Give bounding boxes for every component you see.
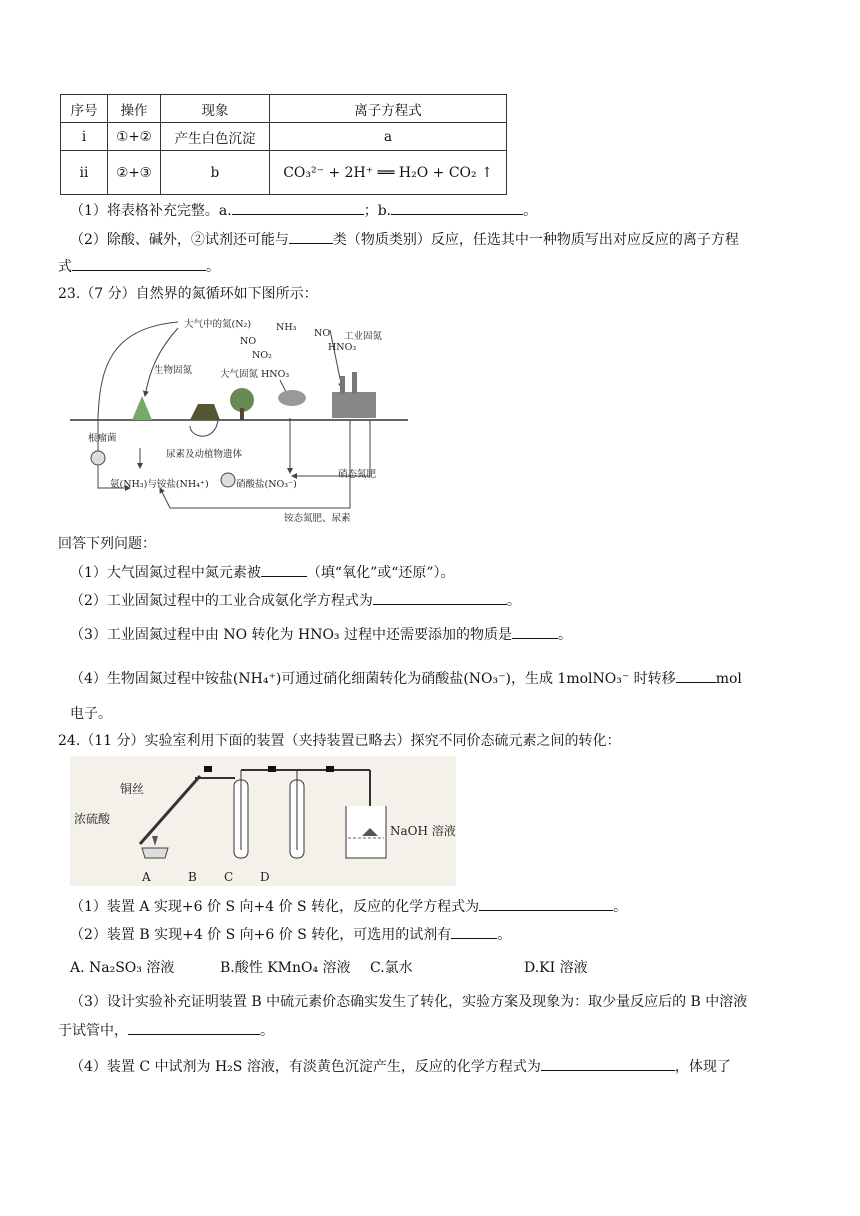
fig-label: NaOH 溶液: [390, 824, 456, 838]
cloud-icon: [278, 390, 306, 406]
option[interactable]: C.氯水: [370, 960, 413, 976]
table-header: 序号: [61, 95, 108, 123]
q22-part2-cont: 式 。: [58, 256, 220, 277]
answer-blank[interactable]: [479, 896, 613, 911]
q24-part3: （3）设计实验补充证明装置 B 中硫元素价态确实发生了转化，实验方案及现象为：取少量反应后的 B 中溶液: [70, 994, 748, 1010]
fig-label: 大气固氮 HNO₃: [220, 369, 290, 380]
fig-label: NO: [240, 336, 257, 347]
factory-icon: [340, 376, 345, 394]
table-row: [61, 151, 507, 195]
table-header: 现象: [161, 95, 270, 123]
fig-label: 生物固氮: [154, 365, 193, 376]
table-cell: a: [270, 123, 507, 151]
q23-part2: （2）工业固氮过程中的工业合成氨化学方程式为 。: [70, 590, 521, 611]
q24-part3-cont: 于试管中， 。: [58, 1020, 274, 1041]
q24-part1: （1）装置 A 实现+6 价 S 向+4 价 S 转化，反应的化学方程式为 。: [70, 896, 627, 917]
arrow: [98, 322, 178, 488]
q24-part4: （4）装置 C 中试剂为 H₂S 溶液，有淡黄色沉淀产生，反应的化学方程式为 ，体现了: [70, 1056, 731, 1077]
q22-part1: （1）将表格补充完整。a. ；b. 。: [70, 200, 537, 221]
fig-label: D: [260, 870, 270, 884]
option[interactable]: A. Na₂SO₃ 溶液: [70, 960, 175, 976]
table-row: [61, 123, 507, 151]
table-cell: 产生白色沉淀: [161, 123, 270, 151]
option[interactable]: D.KI 溶液: [524, 960, 588, 976]
bacteria-icon: [91, 451, 105, 465]
bacteria-icon: [221, 473, 235, 487]
q24-part2: （2）装置 B 实现+4 价 S 向+6 价 S 转化，可选用的试剂有 。: [70, 924, 511, 945]
fig-label: 浓硫酸: [74, 812, 111, 826]
fig-label: 工业固氮: [344, 331, 383, 342]
fig-label: HNO₃: [328, 342, 357, 353]
q23-part4-cont: 电子。: [70, 706, 112, 722]
arrow: [190, 420, 218, 436]
answer-blank[interactable]: [391, 200, 523, 215]
factory-icon: [332, 392, 376, 418]
fig-label: B: [188, 870, 197, 884]
q23-part4: （4）生物固氮过程中铵盐(NH₄⁺)可通过硝化细菌转化为硝酸盐(NO₃⁻)，生成 1molNO₃⁻ 时转移 mol: [70, 668, 742, 689]
plant-icon: [132, 396, 152, 420]
q23-part1: （1）大气固氮过程中氮元素被 （填“氧化”或“还原”）。: [70, 562, 455, 583]
fig-label: NO: [314, 328, 331, 339]
answer-blank[interactable]: [512, 624, 558, 639]
table-cell: i: [61, 123, 108, 151]
fig-label: 氨(NH₃)与铵盐(NH₄⁺): [110, 479, 209, 490]
answer-blank[interactable]: [373, 590, 507, 605]
factory-icon: [352, 372, 357, 394]
fig-label: 硝态氮肥: [338, 469, 377, 480]
q24-title: 24.（11 分）实验室利用下面的装置（夹持装置已略去）探究不同价态硫元素之间的转化：: [58, 733, 621, 749]
nitrogen-cycle-figure: [70, 308, 408, 526]
answer-blank[interactable]: [261, 562, 307, 577]
answer-blank[interactable]: [451, 924, 497, 939]
horse-icon: [190, 404, 220, 420]
answer-blank[interactable]: [128, 1020, 260, 1035]
fig-label: NH₃: [276, 322, 297, 333]
q23-intro: 回答下列问题：: [58, 536, 156, 552]
fig-label: 大气中的氮(N₂): [184, 319, 252, 330]
option[interactable]: B.酸性 KMnO₄ 溶液: [220, 960, 351, 976]
table-cell: b: [161, 151, 270, 195]
table-header: 操作: [108, 95, 161, 123]
fig-label: 铜丝: [120, 782, 145, 796]
fig-label: A: [142, 870, 151, 884]
answer-blank[interactable]: [541, 1056, 675, 1071]
apparatus-diagram: [70, 756, 456, 886]
answer-blank[interactable]: [232, 200, 364, 215]
ion-equation-table: [60, 94, 507, 195]
apparatus-figure: [70, 756, 456, 886]
burner-icon: [142, 848, 168, 858]
fig-label: NO₂: [252, 350, 272, 361]
fig-label: C: [224, 870, 234, 884]
answer-blank[interactable]: [289, 229, 333, 244]
arrow: [160, 420, 350, 508]
table-cell: ②+③: [108, 151, 161, 195]
table-header: 离子方程式: [270, 95, 507, 123]
answer-blank[interactable]: [676, 668, 716, 683]
q23-part3: （3）工业固氮过程中由 NO 转化为 HNO₃ 过程中还需要添加的物质是 。: [70, 624, 572, 645]
fig-label: 尿素及动植物遗体: [166, 449, 243, 460]
table-cell: ii: [61, 151, 108, 195]
table-cell: CO₃²⁻ + 2H⁺ ══ H₂O + CO₂ ↑: [270, 151, 507, 195]
answer-blank[interactable]: [72, 256, 206, 271]
fig-label: 根瘤菌: [88, 433, 117, 444]
q22-part2: （2）除酸、碱外，②试剂还可能与 类（物质类别）反应，任选其中一种物质写出对应反应的离子方程: [70, 229, 739, 250]
table-cell: ①+②: [108, 123, 161, 151]
q23-title: 23.（7 分）自然界的氮循环如下图所示：: [58, 286, 318, 302]
fig-label: 铵态氮肥、尿素: [284, 513, 351, 524]
fig-label: 硝酸盐(NO₃⁻): [236, 479, 297, 490]
